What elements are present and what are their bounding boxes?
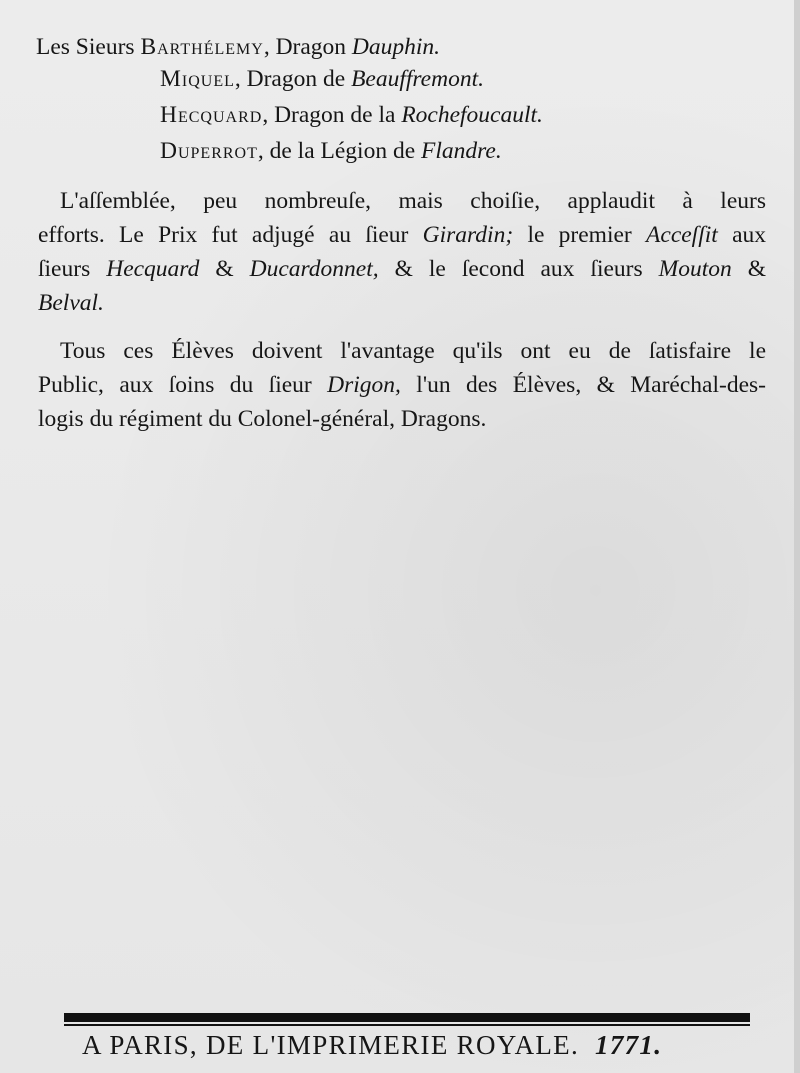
text-run: le premier bbox=[513, 222, 647, 248]
paragraph-line bbox=[38, 184, 766, 218]
text-run: & bbox=[199, 256, 250, 282]
italic-run: Mouton bbox=[658, 256, 732, 282]
entry-name: Barthélemy bbox=[140, 34, 264, 60]
imprint-text: A PARIS, DE L'IMPRIMERIE ROYALE. bbox=[82, 1030, 580, 1060]
paragraph-line bbox=[38, 286, 766, 320]
entry-name: Duperrot bbox=[160, 138, 258, 164]
entry-unit: Flandre. bbox=[421, 138, 502, 164]
footer-rule-thick bbox=[64, 1013, 750, 1022]
italic-run: Drigon, bbox=[327, 372, 401, 398]
entry-unit: Dauphin. bbox=[351, 34, 441, 60]
text-run: aux bbox=[717, 222, 767, 248]
italic-run: Hecquard bbox=[106, 256, 200, 282]
entry-rest: , de la Légion de bbox=[257, 138, 422, 164]
text-run: logis du régiment du Colonel-général, Dragons. bbox=[38, 406, 487, 432]
entry-unit: Beauffremont. bbox=[351, 66, 484, 92]
italic-run: Belval. bbox=[38, 290, 104, 316]
entry-rest: , Dragon de bbox=[234, 66, 352, 92]
text-run: efforts. Le Prix fut adjugé au ſieur bbox=[38, 222, 423, 248]
text-run: Public, aux ſoins du ſieur bbox=[38, 372, 328, 398]
paragraph-line bbox=[38, 402, 766, 436]
paragraph-line bbox=[38, 252, 766, 286]
paragraph-students bbox=[38, 334, 766, 436]
imprint-year: 1771. bbox=[595, 1030, 663, 1060]
entry-rest: , Dragon bbox=[263, 34, 352, 60]
italic-run: Girardin; bbox=[422, 222, 514, 248]
entry-name: Miquel bbox=[160, 66, 235, 92]
footer-rule-thin bbox=[64, 1024, 750, 1026]
header-entry-2 bbox=[160, 66, 484, 93]
text-run: Tous ces Élèves doivent l'avantage qu'ils ont eu de ſatisfaire le bbox=[60, 338, 766, 364]
header-entry-4 bbox=[160, 138, 502, 165]
entry-rest: , Dragon de la bbox=[262, 102, 402, 128]
header-lead: Les Sieurs bbox=[36, 34, 135, 60]
italic-run: Ducardonnet, bbox=[249, 256, 379, 282]
paragraph-assembly bbox=[38, 184, 766, 320]
text-run: l'un des Élèves, & Maréchal-des- bbox=[400, 372, 766, 398]
entry-name: Hecquard bbox=[160, 102, 263, 128]
text-run: ſieurs bbox=[38, 256, 107, 282]
text-run: & bbox=[731, 256, 767, 282]
italic-run: Acceſſit bbox=[646, 222, 718, 248]
entry-unit: Rochefoucault. bbox=[401, 102, 543, 128]
paragraph-line bbox=[38, 334, 766, 368]
imprint-line bbox=[82, 1030, 662, 1061]
paragraph-line bbox=[38, 218, 766, 252]
header-entry-3 bbox=[160, 102, 543, 129]
text-run: L'aſſemblée, peu nombreuſe, mais choiſie, applaudit à leurs bbox=[60, 188, 766, 214]
text-run: & le ſecond aux ſieurs bbox=[378, 256, 659, 282]
header-entry-1 bbox=[36, 34, 440, 61]
paragraph-line bbox=[38, 368, 766, 402]
